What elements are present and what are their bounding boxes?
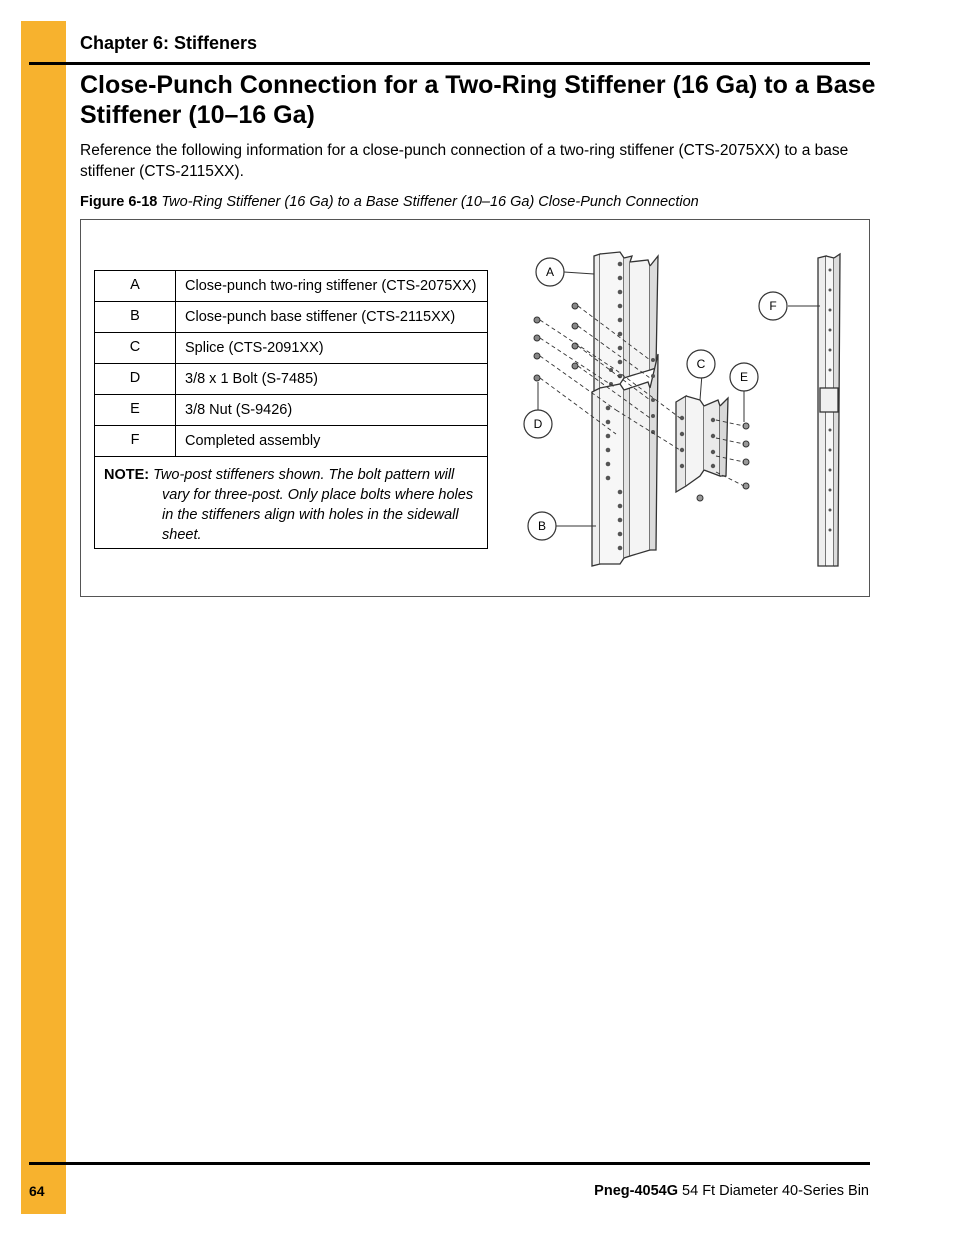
note-text: Two-post stiffeners shown. The bolt pattern will vary for three-post. Only place bolts where holes in the stiffeners align with holes in the sidewall sheet. [153,467,474,543]
legend-key: E [95,395,176,426]
legend-row [95,364,488,395]
legend-row [95,426,488,457]
legend-row [95,395,488,426]
doc-title: 54 Ft Diameter 40-Series Bin [682,1183,869,1199]
legend-key: D [95,364,176,395]
callout-b-label: B [537,519,547,533]
figure-number: Figure 6-18 [80,194,158,210]
legend-description: Completed assembly [176,426,488,457]
legend-description: 3/8 Nut (S-9426) [176,395,488,426]
stiffener-assembly-diagram [520,250,860,570]
callout-f-label: F [769,299,777,313]
legend-key: C [95,333,176,364]
legend-table [94,270,488,549]
header-rule [29,62,870,65]
note-wrap [104,465,477,545]
chapter-heading: Chapter 6: Stiffeners [80,33,258,53]
legend-key: A [95,271,176,302]
legend-description: Splice (CTS-2091XX) [176,333,488,364]
figure-caption-text: Two-Ring Stiffener (16 Ga) to a Base Stiffener (10–16 Ga) Close-Punch Connection [161,194,699,210]
chapter-sidebar-bar [21,21,66,1214]
legend-key: B [95,302,176,333]
callout-a-label: A [545,265,555,279]
legend-note [95,457,488,549]
callout-d-label: D [533,417,543,431]
page-number: 64 [29,1183,45,1199]
legend-key: F [95,426,176,457]
section-title: Close-Punch Connection for a Two-Ring Stiffener (16 Ga) to a Base Stiffener (10–16 Ga) [80,71,876,129]
callout-c-label: C [696,357,706,371]
footer-rule [29,1162,870,1165]
legend-row [95,333,488,364]
legend-description: 3/8 x 1 Bolt (S-7485) [176,364,488,395]
legend-row [95,302,488,333]
legend-note-row [95,457,488,549]
intro-paragraph: Reference the following information for a close-punch connection of a two-ring stiffener (CTS-2075XX) to a base stiffener (CTS-2115XX). [80,142,849,180]
footer-doc-info [594,1183,869,1199]
note-label: NOTE: [104,467,150,483]
legend-description: Close-punch base stiffener (CTS-2115XX) [176,302,488,333]
figure-caption [80,194,699,210]
legend-description: Close-punch two-ring stiffener (CTS-2075XX) [176,271,488,302]
doc-id: Pneg-4054G [594,1183,678,1199]
callout-e-label: E [739,370,749,384]
legend-row [95,271,488,302]
